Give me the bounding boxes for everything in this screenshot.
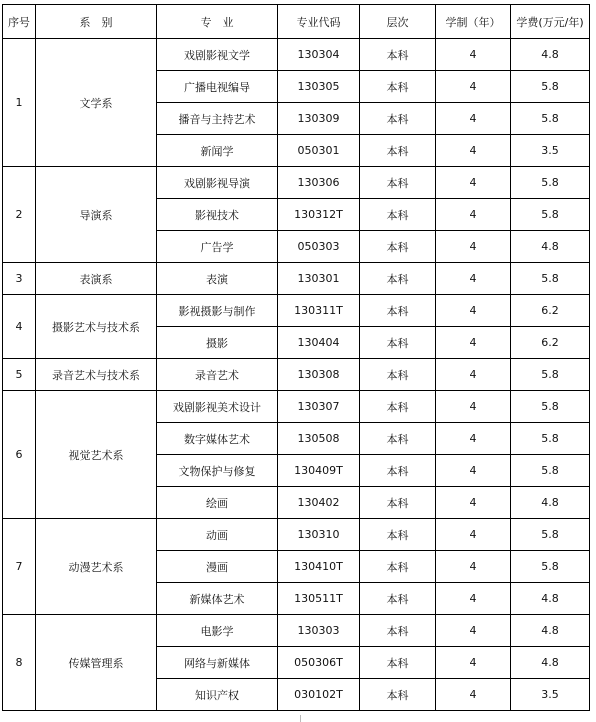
major-fee: 5.8 bbox=[511, 359, 590, 391]
major-fee: 5.8 bbox=[511, 167, 590, 199]
dept-name: 导演系 bbox=[36, 167, 157, 263]
table-row bbox=[3, 391, 590, 423]
dept-name: 文学系 bbox=[36, 39, 157, 167]
major-code: 130304 bbox=[278, 39, 360, 71]
major-code: 130301 bbox=[278, 263, 360, 295]
major-name: 广播电视编导 bbox=[157, 71, 278, 103]
major-level: 本科 bbox=[360, 199, 436, 231]
dept-name: 传媒管理系 bbox=[36, 615, 157, 711]
major-code: 130508 bbox=[278, 423, 360, 455]
major-years: 4 bbox=[436, 71, 511, 103]
major-fee: 5.8 bbox=[511, 199, 590, 231]
major-code: 130312T bbox=[278, 199, 360, 231]
table-row bbox=[3, 263, 590, 295]
major-code: 050303 bbox=[278, 231, 360, 263]
major-years: 4 bbox=[436, 647, 511, 679]
header-seq: 序号 bbox=[3, 5, 36, 39]
header-years: 学制（年） bbox=[436, 5, 511, 39]
major-name: 摄影 bbox=[157, 327, 278, 359]
major-years: 4 bbox=[436, 39, 511, 71]
major-code: 030102T bbox=[278, 679, 360, 711]
major-name: 知识产权 bbox=[157, 679, 278, 711]
major-level: 本科 bbox=[360, 487, 436, 519]
major-years: 4 bbox=[436, 327, 511, 359]
major-code: 130511T bbox=[278, 583, 360, 615]
dept-seq: 1 bbox=[3, 39, 36, 167]
dept-name: 录音艺术与技术系 bbox=[36, 359, 157, 391]
major-level: 本科 bbox=[360, 391, 436, 423]
dept-seq: 3 bbox=[3, 263, 36, 295]
major-years: 4 bbox=[436, 231, 511, 263]
major-fee: 5.8 bbox=[511, 103, 590, 135]
major-fee: 4.8 bbox=[511, 647, 590, 679]
major-level: 本科 bbox=[360, 615, 436, 647]
major-years: 4 bbox=[436, 615, 511, 647]
major-level: 本科 bbox=[360, 583, 436, 615]
major-code: 130309 bbox=[278, 103, 360, 135]
major-name: 播音与主持艺术 bbox=[157, 103, 278, 135]
major-level: 本科 bbox=[360, 263, 436, 295]
table-row bbox=[3, 39, 590, 71]
major-fee: 4.8 bbox=[511, 487, 590, 519]
page-edge-mark bbox=[300, 715, 301, 722]
major-code: 130305 bbox=[278, 71, 360, 103]
major-fee: 5.8 bbox=[511, 263, 590, 295]
dept-name: 摄影艺术与技术系 bbox=[36, 295, 157, 359]
major-level: 本科 bbox=[360, 519, 436, 551]
major-name: 影视摄影与制作 bbox=[157, 295, 278, 327]
major-level: 本科 bbox=[360, 423, 436, 455]
major-name: 戏剧影视文学 bbox=[157, 39, 278, 71]
major-code: 130310 bbox=[278, 519, 360, 551]
major-name: 电影学 bbox=[157, 615, 278, 647]
major-level: 本科 bbox=[360, 71, 436, 103]
dept-seq: 2 bbox=[3, 167, 36, 263]
major-code: 130402 bbox=[278, 487, 360, 519]
dept-seq: 5 bbox=[3, 359, 36, 391]
major-fee: 5.8 bbox=[511, 519, 590, 551]
major-fee: 6.2 bbox=[511, 295, 590, 327]
major-fee: 5.8 bbox=[511, 455, 590, 487]
header-level: 层次 bbox=[360, 5, 436, 39]
major-years: 4 bbox=[436, 679, 511, 711]
major-name: 新媒体艺术 bbox=[157, 583, 278, 615]
header-dept: 系 别 bbox=[36, 5, 157, 39]
major-level: 本科 bbox=[360, 167, 436, 199]
major-years: 4 bbox=[436, 423, 511, 455]
major-name: 广告学 bbox=[157, 231, 278, 263]
major-code: 050306T bbox=[278, 647, 360, 679]
major-years: 4 bbox=[436, 519, 511, 551]
major-level: 本科 bbox=[360, 359, 436, 391]
major-level: 本科 bbox=[360, 135, 436, 167]
major-years: 4 bbox=[436, 391, 511, 423]
major-code: 130306 bbox=[278, 167, 360, 199]
major-years: 4 bbox=[436, 583, 511, 615]
major-fee: 4.8 bbox=[511, 231, 590, 263]
major-code: 130311T bbox=[278, 295, 360, 327]
dept-seq: 7 bbox=[3, 519, 36, 615]
table-row bbox=[3, 295, 590, 327]
header-major: 专 业 bbox=[157, 5, 278, 39]
major-level: 本科 bbox=[360, 551, 436, 583]
major-name: 数字媒体艺术 bbox=[157, 423, 278, 455]
table-row bbox=[3, 359, 590, 391]
major-code: 130307 bbox=[278, 391, 360, 423]
major-level: 本科 bbox=[360, 231, 436, 263]
major-name: 影视技术 bbox=[157, 199, 278, 231]
major-name: 录音艺术 bbox=[157, 359, 278, 391]
major-fee: 4.8 bbox=[511, 583, 590, 615]
major-years: 4 bbox=[436, 455, 511, 487]
major-code: 130409T bbox=[278, 455, 360, 487]
header-row bbox=[3, 5, 590, 39]
major-code: 130303 bbox=[278, 615, 360, 647]
major-level: 本科 bbox=[360, 39, 436, 71]
dept-name: 视觉艺术系 bbox=[36, 391, 157, 519]
major-level: 本科 bbox=[360, 103, 436, 135]
table-row bbox=[3, 519, 590, 551]
major-level: 本科 bbox=[360, 327, 436, 359]
table-row bbox=[3, 167, 590, 199]
major-fee: 5.8 bbox=[511, 391, 590, 423]
major-years: 4 bbox=[436, 359, 511, 391]
major-years: 4 bbox=[436, 199, 511, 231]
major-fee: 5.8 bbox=[511, 551, 590, 583]
major-code: 130308 bbox=[278, 359, 360, 391]
major-name: 漫画 bbox=[157, 551, 278, 583]
dept-seq: 8 bbox=[3, 615, 36, 711]
major-name: 戏剧影视美术设计 bbox=[157, 391, 278, 423]
major-fee: 5.8 bbox=[511, 71, 590, 103]
major-name: 表演 bbox=[157, 263, 278, 295]
major-level: 本科 bbox=[360, 647, 436, 679]
dept-name: 动漫艺术系 bbox=[36, 519, 157, 615]
table-row bbox=[3, 615, 590, 647]
dept-name: 表演系 bbox=[36, 263, 157, 295]
dept-seq: 4 bbox=[3, 295, 36, 359]
table-body bbox=[3, 39, 590, 711]
major-name: 网络与新媒体 bbox=[157, 647, 278, 679]
major-fee: 3.5 bbox=[511, 135, 590, 167]
major-name: 动画 bbox=[157, 519, 278, 551]
major-years: 4 bbox=[436, 167, 511, 199]
major-years: 4 bbox=[436, 295, 511, 327]
major-fee: 5.8 bbox=[511, 423, 590, 455]
major-name: 绘画 bbox=[157, 487, 278, 519]
major-years: 4 bbox=[436, 551, 511, 583]
major-level: 本科 bbox=[360, 455, 436, 487]
major-years: 4 bbox=[436, 487, 511, 519]
major-level: 本科 bbox=[360, 679, 436, 711]
major-name: 新闻学 bbox=[157, 135, 278, 167]
major-fee: 4.8 bbox=[511, 615, 590, 647]
major-fee: 4.8 bbox=[511, 39, 590, 71]
major-code: 130410T bbox=[278, 551, 360, 583]
major-level: 本科 bbox=[360, 295, 436, 327]
dept-seq: 6 bbox=[3, 391, 36, 519]
major-code: 130404 bbox=[278, 327, 360, 359]
header-code: 专业代码 bbox=[278, 5, 360, 39]
major-name: 文物保护与修复 bbox=[157, 455, 278, 487]
major-years: 4 bbox=[436, 103, 511, 135]
major-years: 4 bbox=[436, 263, 511, 295]
major-code: 050301 bbox=[278, 135, 360, 167]
tuition-table bbox=[2, 4, 590, 711]
major-fee: 6.2 bbox=[511, 327, 590, 359]
major-years: 4 bbox=[436, 135, 511, 167]
header-fee: 学费(万元/年) bbox=[511, 5, 590, 39]
major-fee: 3.5 bbox=[511, 679, 590, 711]
major-name: 戏剧影视导演 bbox=[157, 167, 278, 199]
